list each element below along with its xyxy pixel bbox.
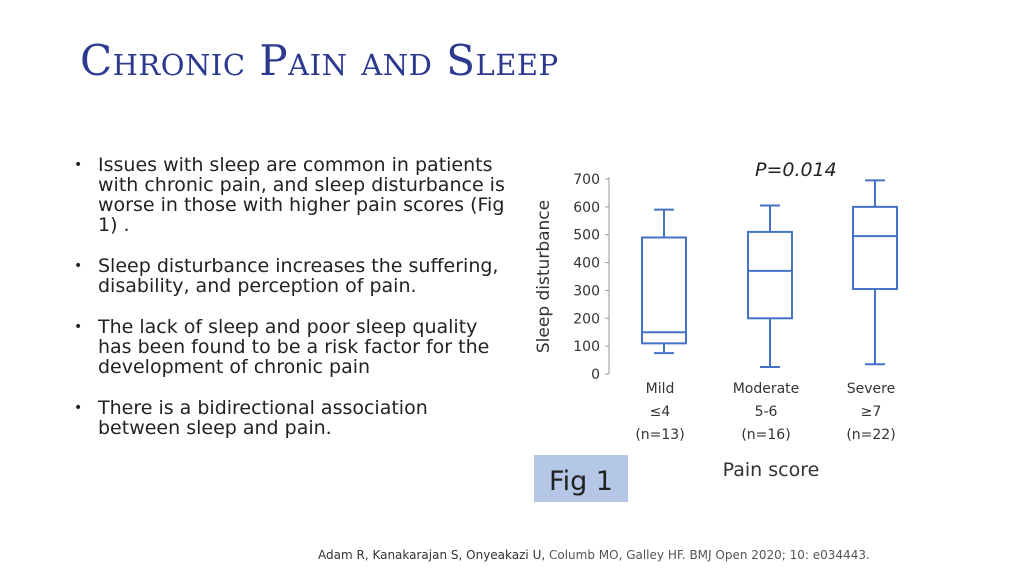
- x-category-label: (n=22): [846, 427, 896, 443]
- bullet-item: [72, 317, 512, 377]
- iqr-box: [642, 238, 686, 344]
- x-category-label: (n=13): [635, 427, 685, 443]
- bullet-dot: •: [74, 319, 83, 335]
- iqr-box: [748, 232, 792, 318]
- bullet-list: [72, 155, 512, 459]
- x-category-label: Moderate: [732, 381, 800, 397]
- y-tick-label: 200: [573, 311, 600, 328]
- x-category-label: Mild: [645, 381, 675, 397]
- y-tick-label: 400: [573, 255, 600, 272]
- y-tick-label: 0: [591, 367, 600, 383]
- slide-title: Chronic Pain and Sleep: [80, 36, 559, 85]
- bullet-item: [72, 256, 512, 296]
- bullet-dot: •: [74, 157, 83, 173]
- x-axis-label: Pain score: [722, 459, 820, 481]
- bullet-item: [72, 398, 512, 438]
- x-category-label: (n=16): [741, 427, 791, 443]
- y-tick-label: 300: [573, 283, 600, 300]
- y-axis-label: Sleep disturbance: [534, 199, 554, 354]
- y-tick-label: 700: [573, 172, 600, 188]
- citation: [318, 547, 878, 564]
- figure-label: Fig 1: [549, 466, 613, 497]
- bullet-text: The lack of sleep and poor sleep quality has been found to be a risk factor for the development of chronic pain: [98, 316, 490, 378]
- x-category-label: Severe: [846, 381, 896, 397]
- bullet-item: [72, 155, 512, 235]
- bullet-text: Issues with sleep are common in patients with chronic pain, and sleep disturbance is worse in those with higher pain scores (Fig 1) .: [98, 154, 505, 236]
- bullet-text: Sleep disturbance increases the suffering, disability, and perception of pain.: [98, 255, 499, 297]
- x-category-label: ≥7: [860, 404, 882, 420]
- iqr-box: [853, 207, 897, 289]
- bullet-dot: •: [74, 400, 83, 416]
- y-tick-label: 600: [573, 199, 600, 216]
- p-value-annotation: P=0.014: [755, 159, 837, 181]
- x-category-label: 5-6: [754, 404, 778, 420]
- citation-source: Columb MO, Galley HF. BMJ Open 2020; 10: e034443.: [548, 548, 870, 562]
- bullet-dot: •: [74, 258, 83, 274]
- y-tick-label: 100: [573, 339, 600, 356]
- y-tick-label: 500: [573, 227, 600, 244]
- citation-authors: Adam R, Kanakarajan S, Onyeakazi U,: [318, 548, 549, 562]
- bullet-text: There is a bidirectional association between sleep and pain.: [98, 397, 428, 439]
- boxplot-chart: [520, 150, 920, 510]
- x-category-label: ≤4: [649, 404, 671, 420]
- boxplot-figure: [520, 150, 920, 510]
